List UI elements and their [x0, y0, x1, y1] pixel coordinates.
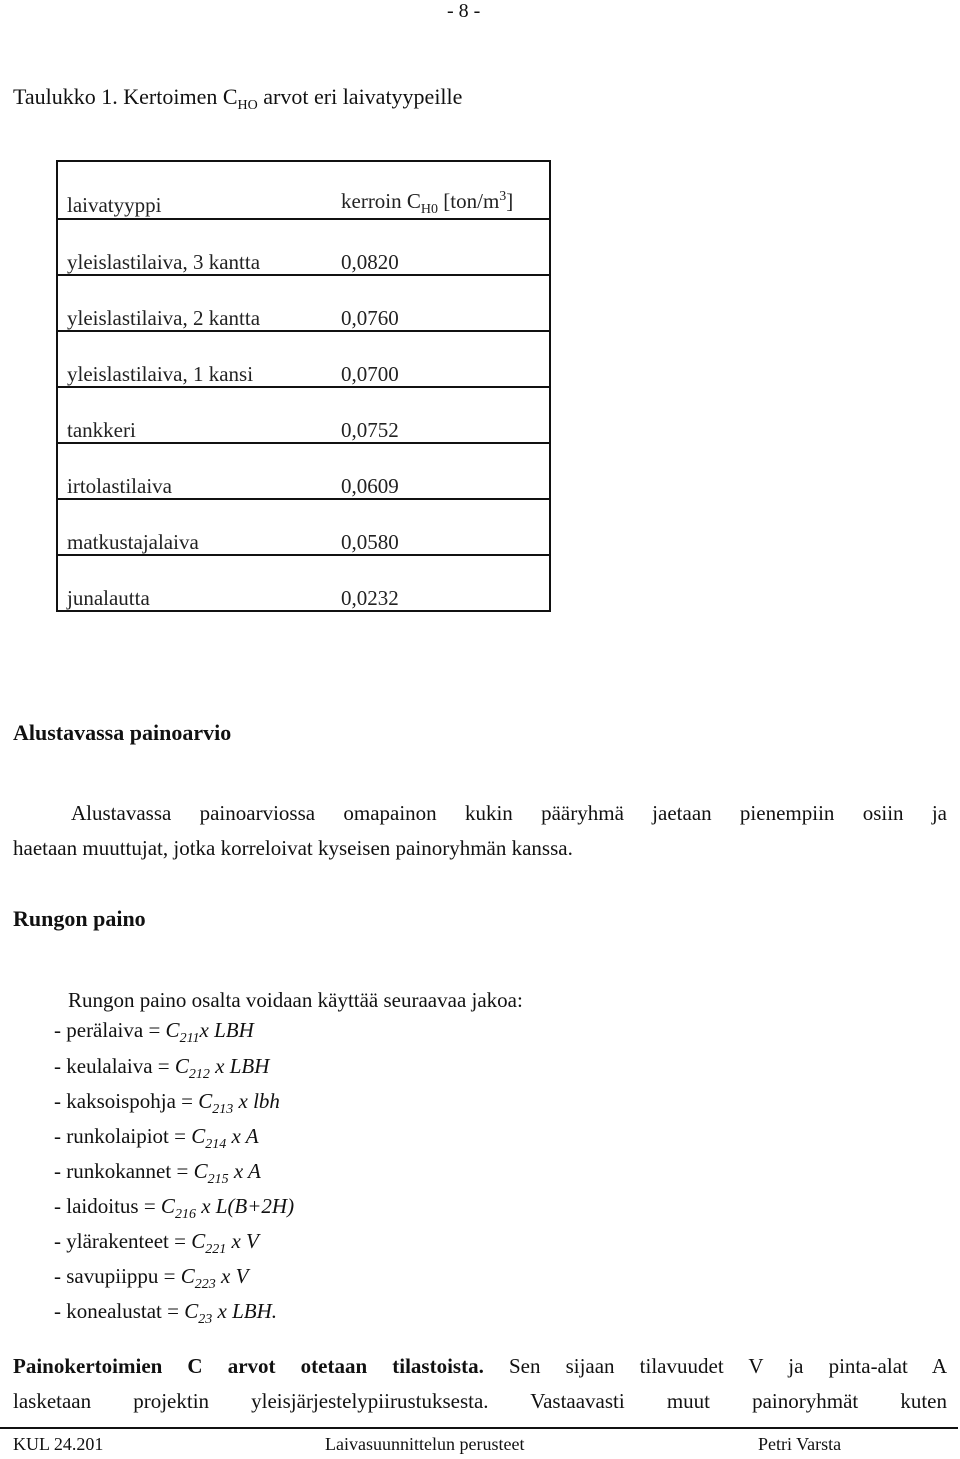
paragraph-line: lasketaan projektin yleisjärjestelypiirustuksesta. Vastaavasti muut painoryhmät kuten [13, 1389, 947, 1413]
footer-divider [0, 1427, 958, 1429]
table-row: yleislastilaiva, 2 kantta 0,0760 [67, 306, 399, 330]
paragraph-line: Alustavassa painoarviossa omapainon kukin pääryhmä jaetaan pienempiin osiin ja [71, 801, 947, 825]
table-row: matkustajalaiva 0,0580 [67, 530, 399, 554]
formula-line: - perälaiva = $C_{211}x$ LBH [54, 1018, 254, 1046]
footer-author: Petri Varsta [758, 1434, 842, 1454]
formula-line: - laidoitus = $C_{216}$ x L(B+2H) [54, 1194, 295, 1222]
formula-line: - ylärakenteet = $C_{221}$ x V [54, 1229, 259, 1257]
table-row: yleislastilaiva, 1 kansi 0,0700 [67, 362, 399, 386]
table-row: irtolastilaiva 0,0609 [67, 474, 399, 498]
table-row: junalautta 0,0232 [67, 586, 399, 610]
table-caption: Taulukko 1. Kertoimen $C_{HO}$ arvot eri laivatyypeille [13, 84, 463, 113]
formula-line: - runkokannet = $C_{215}$ x A [54, 1159, 261, 1187]
paragraph-line: haetaan muuttujat, jotka korreloivat kyseisen painoryhmän kanssa. [13, 836, 573, 860]
column-header-coefficient: kerroin $C_{H0}$ $[ton/m^3]$ [341, 189, 514, 217]
formula-line: - runkolaipiot = $C_{214}$ x A [54, 1124, 259, 1152]
table-row: tankkeri 0,0752 [67, 418, 399, 442]
footer-course-code: KUL 24.201 [13, 1434, 104, 1454]
formula-line: - konealustat = $C_{23}$ x LBH. [54, 1299, 277, 1327]
formula-line: - keulalaiva = $C_{212}$ x LBH [54, 1054, 270, 1082]
section-heading-preliminary-estimate: Alustavassa painoarvio [13, 720, 232, 745]
formula-line: - savupiippu = $C_{223}$ x V [54, 1264, 249, 1292]
formula-line: - kaksoispohja = $C_{213}$ x lbh [54, 1089, 280, 1117]
column-header-type: laivatyyppi [67, 193, 162, 217]
paragraph-intro: Rungon paino osalta voidaan käyttää seuraavaa jakoa: [68, 988, 523, 1012]
table-header-row [58, 162, 549, 218]
table-row: yleislastilaiva, 3 kantta 0,0820 [67, 250, 399, 274]
paragraph-line: Painokertoimien C arvot otetaan tilastoista. Sen sijaan tilavuudet V ja pinta-alat A [13, 1354, 947, 1378]
section-heading-hull-weight: Rungon paino [13, 906, 146, 931]
footer-course-title: Laivasuunnittelun perusteet [325, 1434, 525, 1454]
page-number: - 8 - [447, 0, 481, 22]
coefficient-table [56, 160, 551, 612]
